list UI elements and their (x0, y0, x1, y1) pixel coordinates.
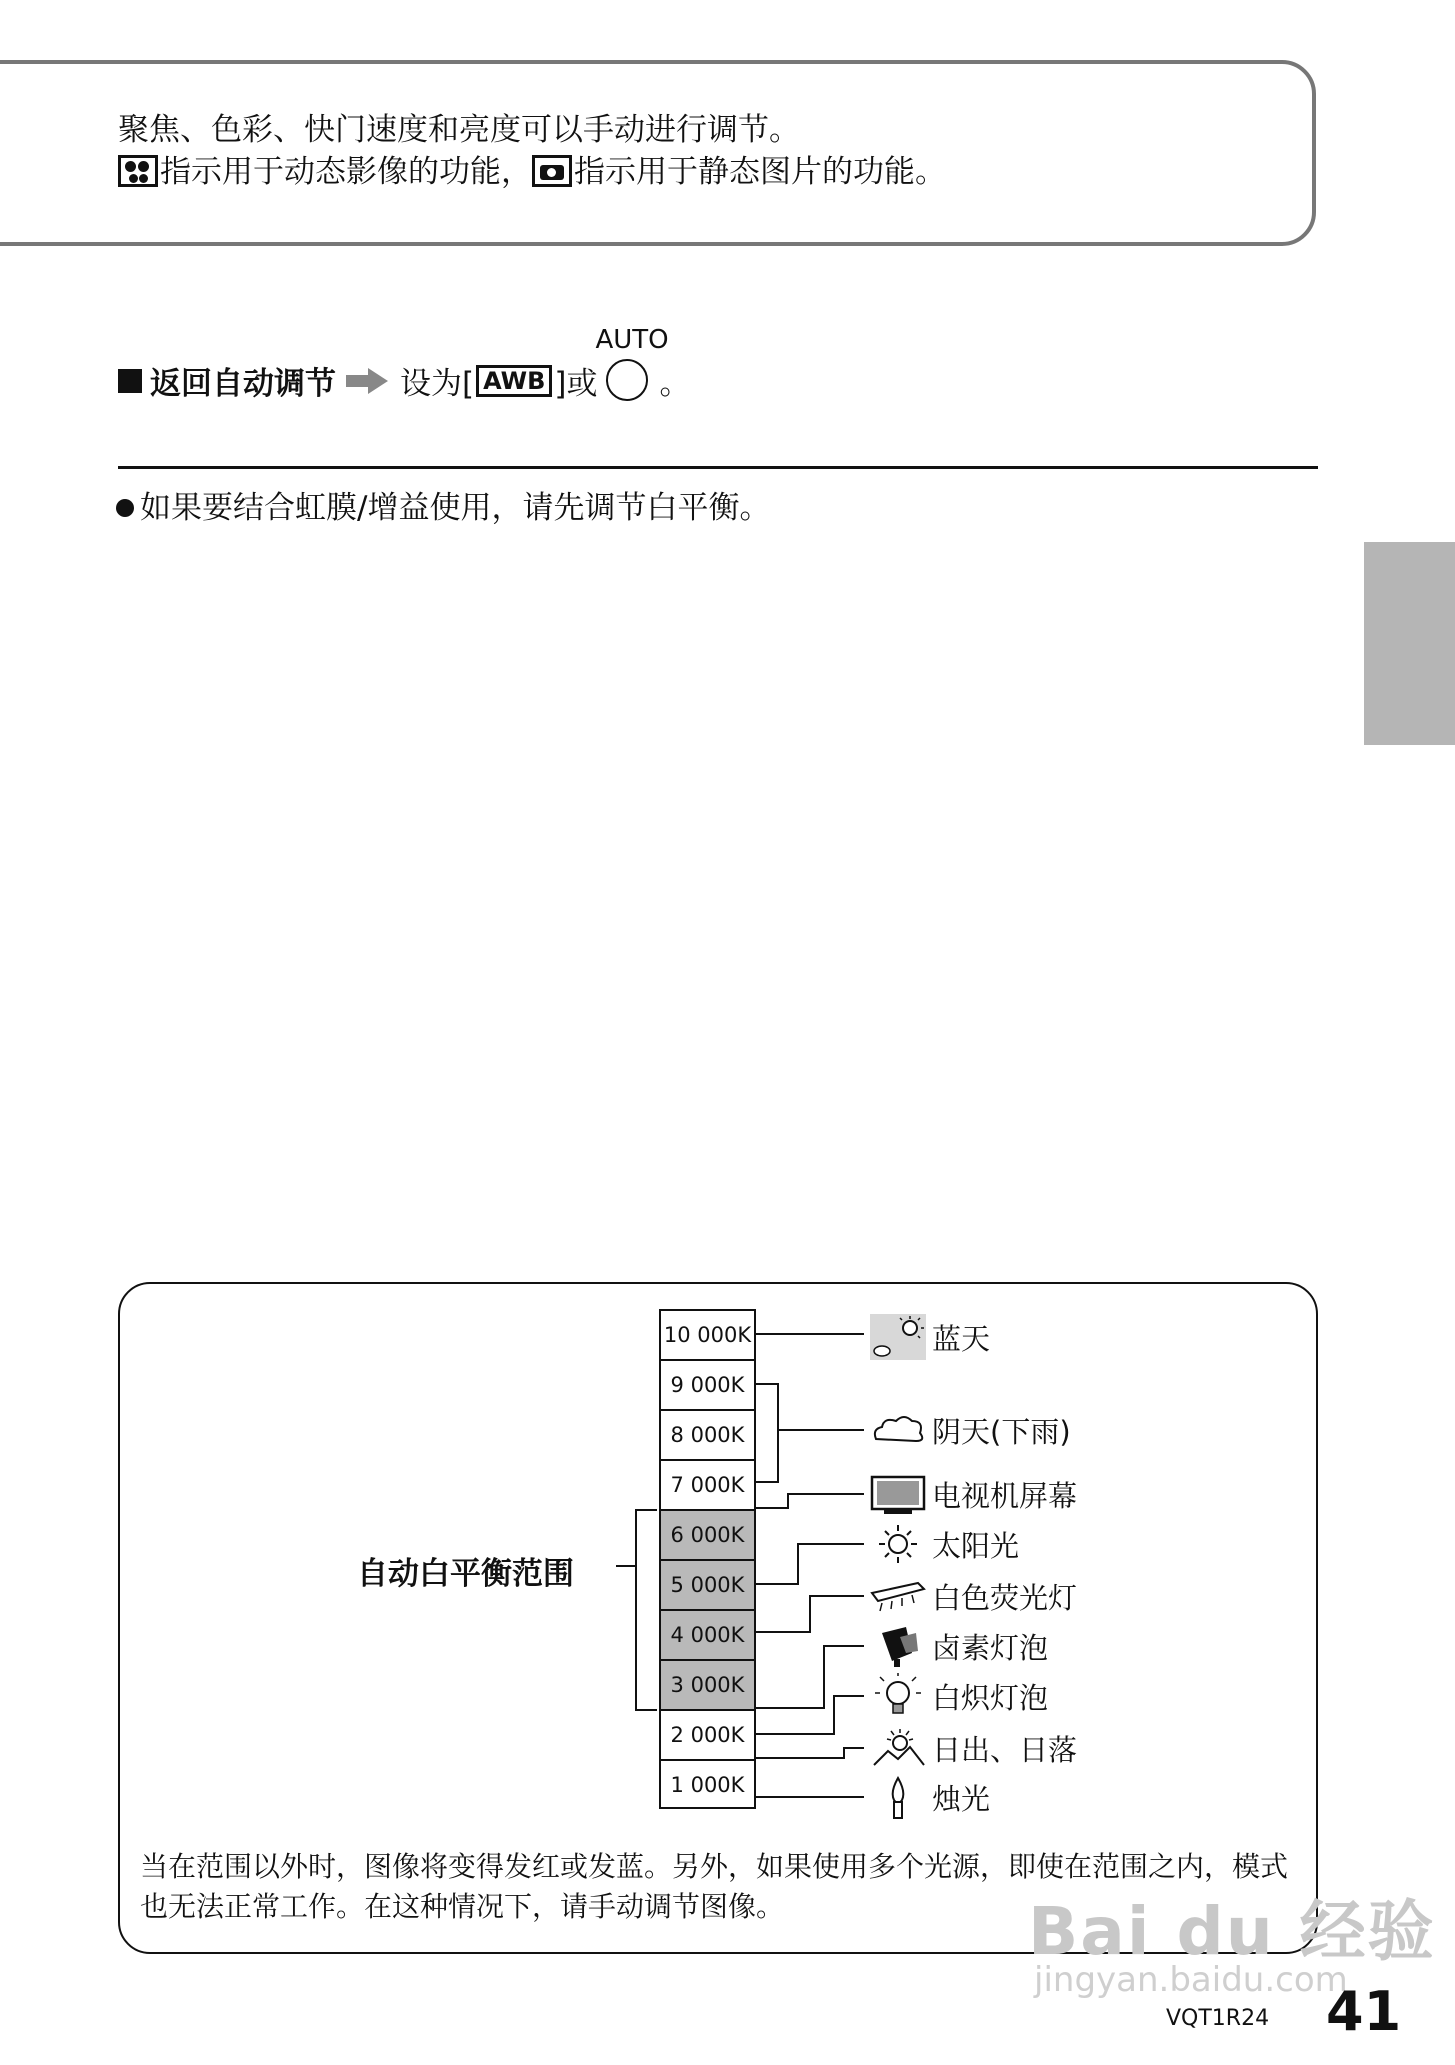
cloud-icon (870, 1407, 926, 1453)
return-auto-text-end: 。 (659, 366, 691, 402)
temp-cell: 1 000K (659, 1759, 756, 1809)
light-bulb-icon (870, 1673, 926, 1719)
source-halogen (870, 1623, 1048, 1669)
candle-icon (870, 1774, 926, 1820)
return-auto-text-middle: ]或 (554, 366, 598, 402)
intro-movie-text: 指示用于动态影像的功能， (160, 154, 532, 190)
note-text: 如果要结合虹膜/增益使用，请先调节白平衡。 (140, 490, 771, 526)
halogen-lamp-icon (870, 1623, 926, 1669)
blue-sky-icon (870, 1314, 926, 1360)
source-fluorescent (870, 1573, 1077, 1619)
return-auto-title: 返回自动调节 (150, 366, 336, 402)
auto-label: AUTO (595, 324, 669, 355)
source-cloudy (870, 1407, 1071, 1453)
source-label: 电视机屏幕 (932, 1478, 1078, 1513)
awb-range-label: 自动白平衡范围 (357, 1556, 574, 1592)
footnote-line-2: 也无法正常工作。在这种情况下，请手动调节图像。 (140, 1890, 785, 1923)
source-label: 阴天(下雨) (932, 1414, 1071, 1449)
return-auto-text-before: 设为[ (400, 366, 475, 402)
watermark-url: jingyan.baidu.com (1034, 1960, 1348, 2000)
sun-icon (870, 1521, 926, 1567)
temp-cell: 3 000K (659, 1659, 756, 1709)
awb-mode-icon: AWB (476, 365, 552, 397)
source-tv (870, 1471, 1077, 1517)
temp-cell: 9 000K (659, 1359, 756, 1409)
source-label: 日出、日落 (932, 1732, 1078, 1767)
temp-cell: 2 000K (659, 1709, 756, 1759)
source-label: 蓝天 (932, 1321, 991, 1356)
tv-screen-icon (870, 1471, 926, 1517)
sunrise-icon (870, 1725, 926, 1771)
temp-cell: 7 000K (659, 1459, 756, 1509)
fluorescent-lamp-icon (870, 1573, 926, 1619)
source-label: 白炽灯泡 (932, 1680, 1049, 1715)
source-incandescent (870, 1673, 1048, 1719)
source-sunrise (870, 1725, 1077, 1771)
source-candle (870, 1774, 990, 1820)
document-code: VQT1R24 (1166, 2006, 1270, 2031)
source-label: 烛光 (932, 1781, 991, 1816)
temp-cell: 6 000K (659, 1509, 756, 1559)
source-label: 白色荧光灯 (932, 1580, 1078, 1615)
page-number: 41 (1326, 1980, 1402, 2043)
temp-cell: 8 000K (659, 1409, 756, 1459)
source-label: 卤素灯泡 (932, 1630, 1049, 1665)
temp-cell: 4 000K (659, 1609, 756, 1659)
temp-cell: 10 000K (659, 1309, 756, 1359)
intro-line-1: 聚焦、色彩、快门速度和亮度可以手动进行调节。 (118, 112, 800, 148)
temp-cell: 5 000K (659, 1559, 756, 1609)
intro-photo-text: 指示用于静态图片的功能。 (574, 154, 946, 190)
source-blue-sky (870, 1314, 990, 1360)
footnote-line-1: 当在范围以外时，图像将变得发红或发蓝。另外，如果使用多个光源，即使在范围之内，模式 (140, 1850, 1289, 1883)
watermark-logo: Bai du 经验 (1028, 1893, 1436, 1970)
source-sunlight (870, 1521, 1019, 1567)
source-label: 太阳光 (932, 1528, 1020, 1563)
